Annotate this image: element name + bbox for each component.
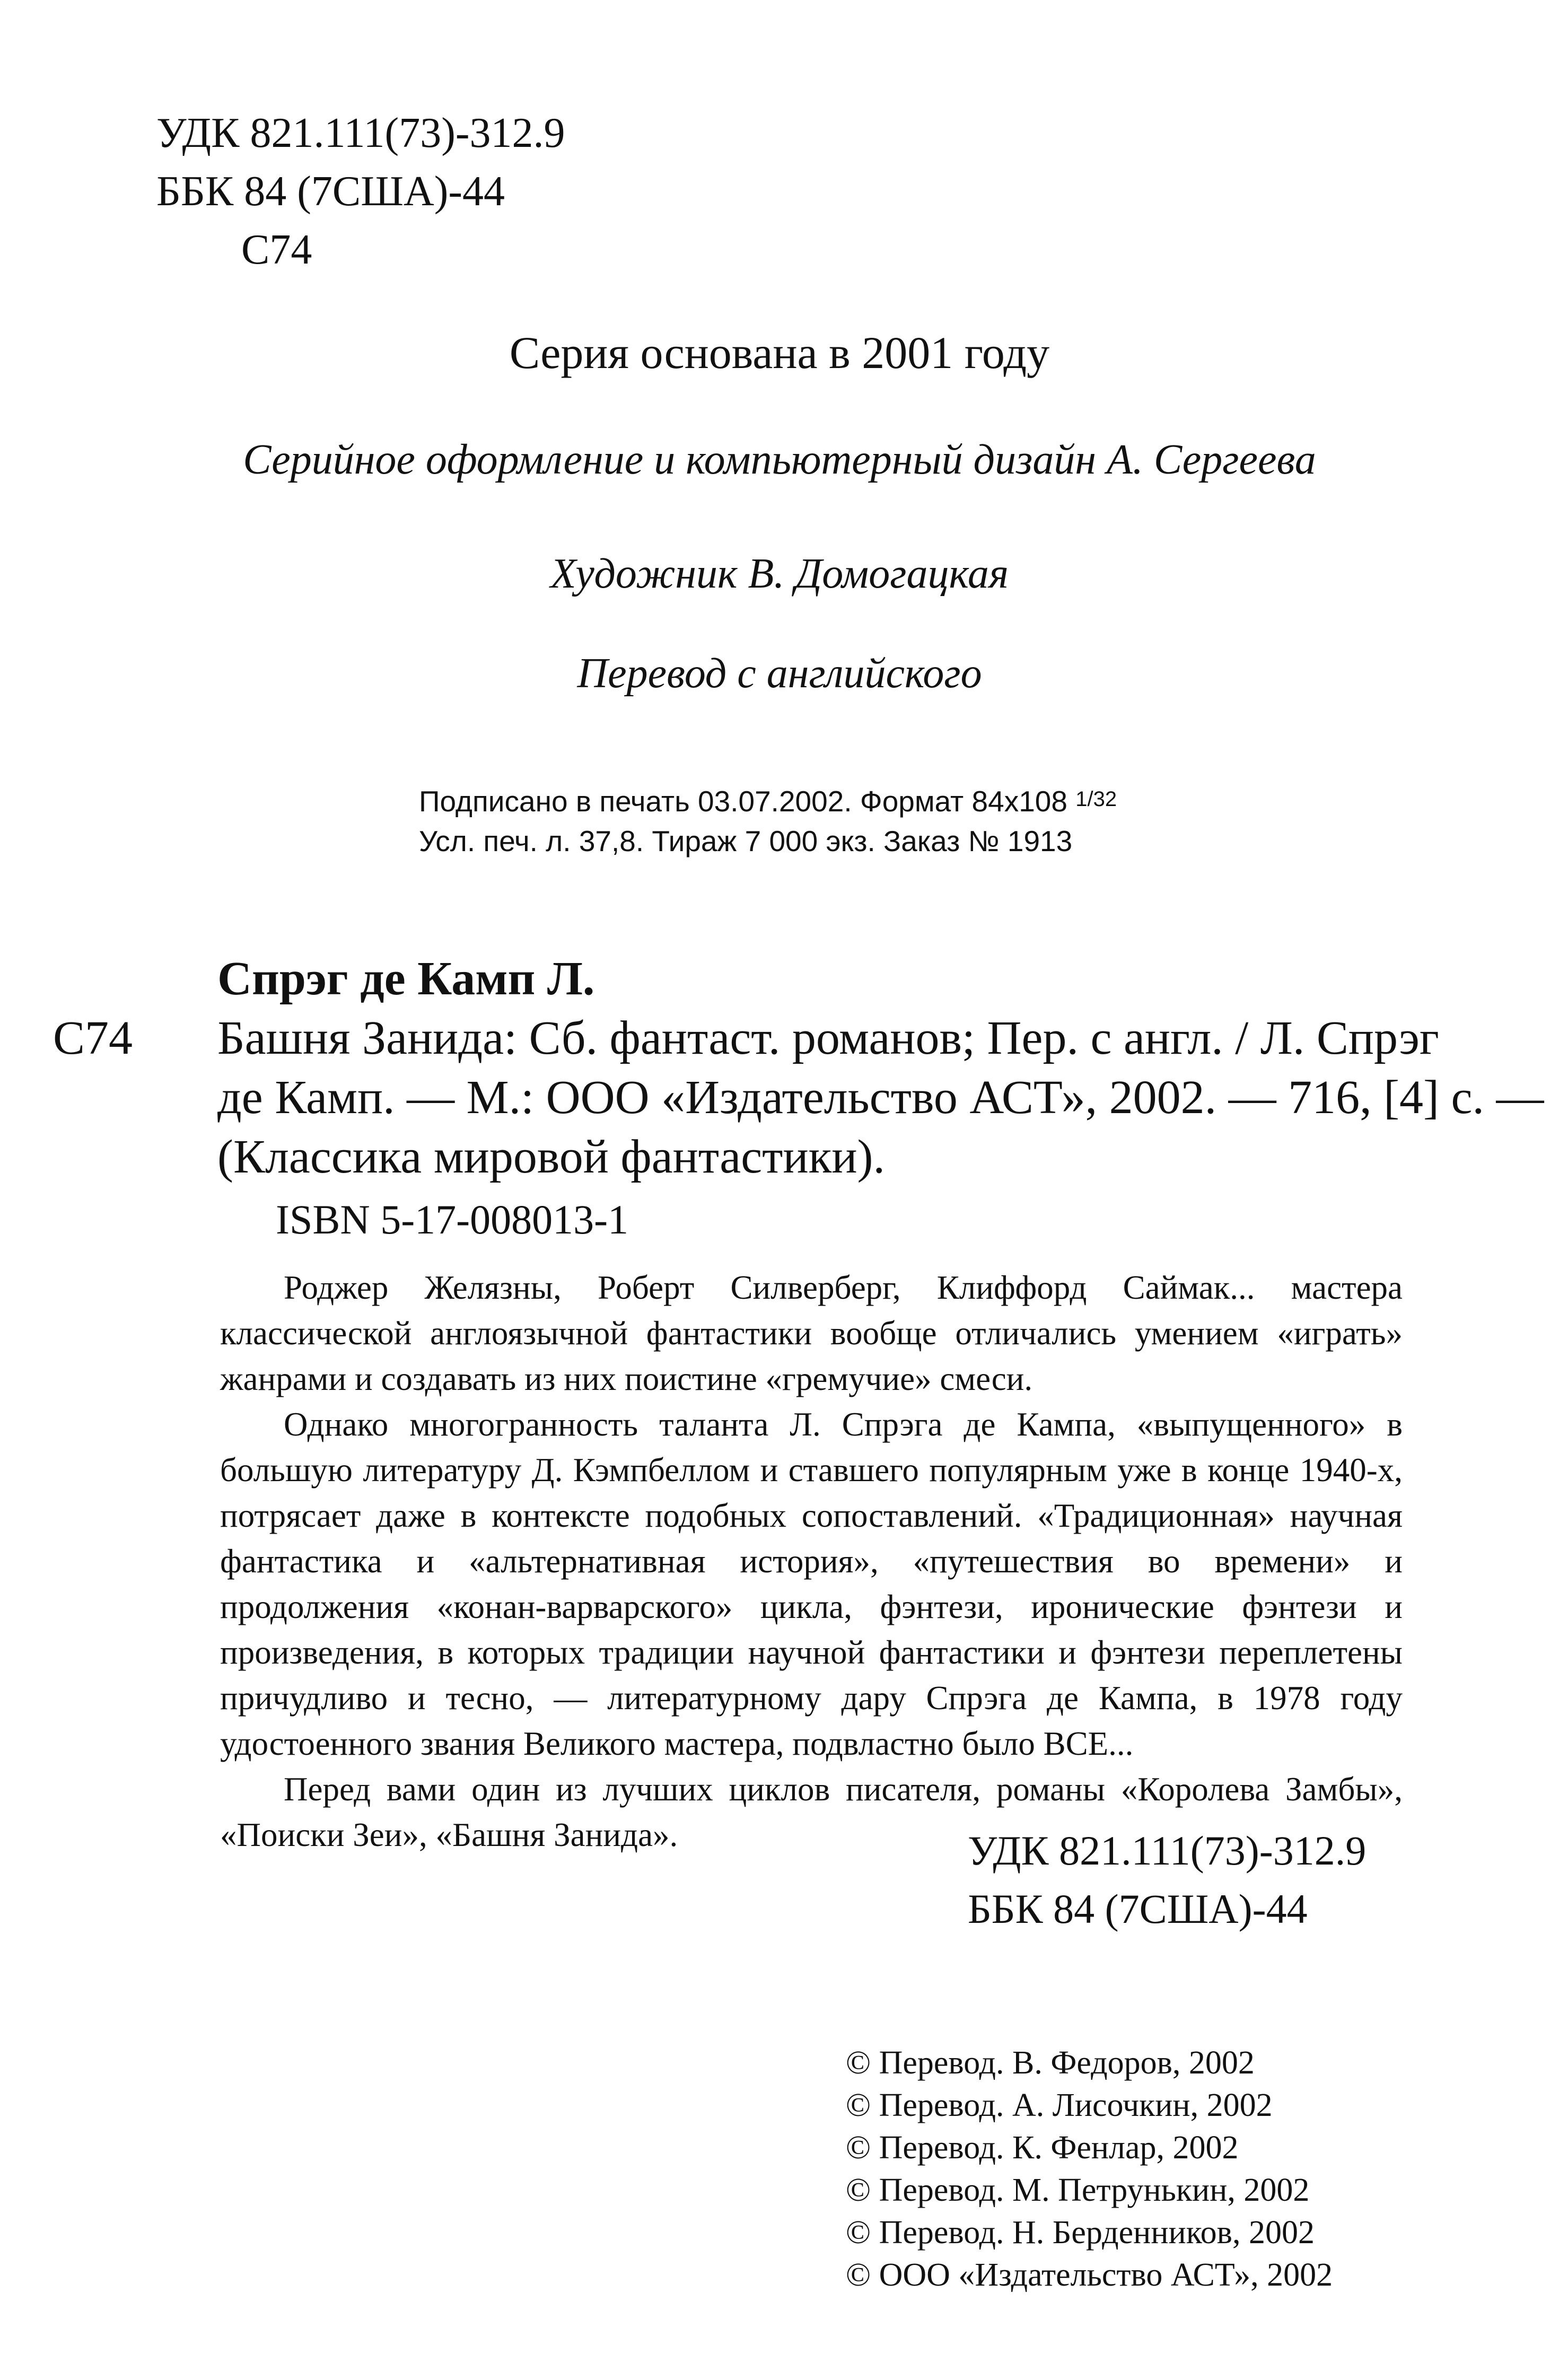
annotation	[220, 1265, 1403, 1858]
print-info	[419, 780, 1117, 861]
artist-credit: Художник В. Домогацкая	[550, 550, 1009, 597]
bbk-code: ББК 84 (7США)-44	[156, 168, 505, 215]
catalog-author-heading: Спрэг де Камп Л.	[217, 952, 595, 1005]
print-info-line-1	[419, 780, 1117, 821]
catalog-line-2: де Камп. — М.: ООО «Издательство АСТ», 2002. — 716, [4] с. —	[217, 1071, 1544, 1124]
isbn: ISBN 5-17-008013-1	[276, 1196, 629, 1242]
copyright-line: © Перевод. В. Федоров, 2002	[846, 2045, 1255, 2081]
catalog-code: С74	[53, 1012, 133, 1064]
copyright-line: © Перевод. Н. Берденников, 2002	[846, 2215, 1315, 2251]
copyright-line: © Перевод. К. Фенлар, 2002	[846, 2130, 1239, 2166]
annotation-paragraph: Перед вами один из лучших циклов писателя, романы «Королева Замбы», «Поиски Зеи», «Башня Занида».	[220, 1771, 1403, 1853]
classification-block-top	[156, 104, 565, 279]
series-note: Серия основана в 2001 году	[509, 327, 1050, 378]
format-fraction: 1/32	[1075, 788, 1117, 811]
copyright-line: © Перевод. М. Петрунькин, 2002	[846, 2172, 1310, 2208]
annotation-paragraph: Роджер Желязны, Роберт Силверберг, Клиффорд Саймак... мастера классической англоязычной фантастики вообще отличались умением «играть» жанрами и создавать из них поистине «гремучие» смеси.	[220, 1269, 1403, 1397]
catalog-body	[53, 1009, 1544, 1187]
print-info-text: Подписано в печать 03.07.2002. Формат 84x108	[419, 785, 1067, 818]
udk-code: УДК 821.111(73)-312.9	[156, 110, 565, 156]
classification-block-bottom	[968, 1822, 1366, 1938]
author-mark: С74	[241, 226, 312, 273]
udk-code-bottom: УДК 821.111(73)-312.9	[968, 1827, 1367, 1874]
annotation-paragraph: Однако многогранность таланта Л. Спрэга де Кампа, «выпущенного» в большую литературу Д. Кэмпбеллом и ставшего популярным уже в конце 1940-х, потрясает даже в контексте подобных сопоставлений. «Традиционная» научная фантастика и «альтернативная история», «путешествия во времени» и продолжения «конан-варварского» цикла, фэнтези, иронические фэнтези и произведения, в которых традиции научной фантастики и фэнтези переплетены причудливо и тесно, — литературному дару Спрэга де Кампа, в 1978 году удостоенного звания Великого мастера, подвластно было ВСЕ...	[220, 1406, 1403, 1762]
catalog-line-3: (Классика мировой фантастики).	[217, 1131, 885, 1183]
bbk-code-bottom: ББК 84 (7США)-44	[968, 1886, 1308, 1932]
catalog-entry	[53, 949, 1544, 1187]
copyright-line: © ООО «Издательство АСТ», 2002	[846, 2257, 1333, 2293]
catalog-line-1: Башня Занида: Сб. фантаст. романов; Пер. с англ. / Л. Спрэг	[217, 1012, 1439, 1064]
design-credit: Серийное оформление и компьютерный дизайн А. Сергеева	[243, 436, 1316, 483]
copyright-line: © Перевод. А. Лисочкин, 2002	[846, 2087, 1273, 2123]
translation-note: Перевод с английского	[577, 650, 982, 697]
copyright-list	[846, 2042, 1333, 2296]
print-info-line-2: Усл. печ. л. 37,8. Тираж 7 000 экз. Заказ № 1913	[419, 825, 1073, 858]
